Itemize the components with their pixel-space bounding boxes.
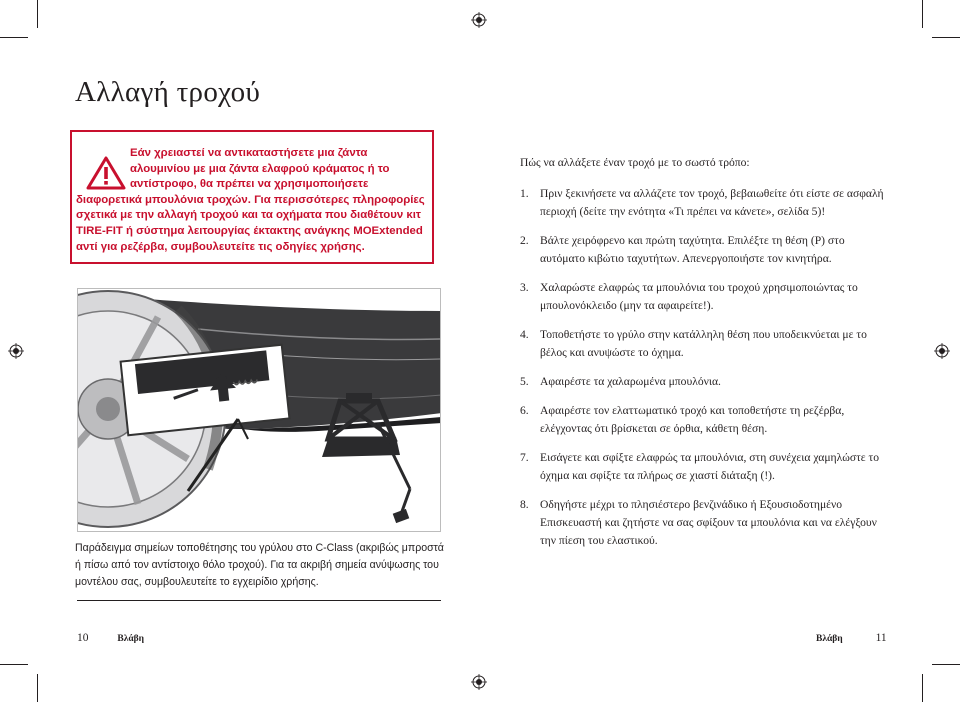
list-item: [520, 496, 890, 550]
step-number: 1.: [520, 187, 529, 200]
step-text: Πριν ξεκινήσετε να αλλάζετε τον τροχό, βεβαιωθείτε ότι είστε σε ασφαλή περιοχή (δείτε την ενότητα «Τι πρέπει να κάνετε», σελίδα 5)!: [540, 187, 884, 218]
list-item: [520, 326, 890, 362]
instructions-list: [520, 185, 890, 550]
registration-mark-icon: [8, 343, 24, 359]
crop-mark: [0, 37, 28, 38]
crop-mark: [932, 664, 960, 665]
list-item: [520, 402, 890, 438]
page-number: 10: [77, 632, 89, 644]
crop-mark: [37, 674, 38, 702]
step-number: 5.: [520, 375, 529, 388]
step-number: 2.: [520, 234, 529, 247]
list-item: [520, 185, 890, 221]
step-number: 8.: [520, 498, 529, 511]
registration-mark-icon: [471, 12, 487, 28]
crop-mark: [37, 0, 38, 28]
step-text: Αφαιρέστε τον ελαττωματικό τροχό και τοποθετήστε τη ρεζέρβα, ελέγχοντας ότι βρίσκεται σε όρθια, κάθετη θέση.: [540, 404, 845, 435]
jack-placement-illustration: [77, 288, 441, 532]
step-text: Αφαιρέστε τα χαλαρωμένα μπουλόνια.: [540, 375, 721, 388]
section-label: Βλάβη: [117, 634, 145, 644]
footer-right: [816, 632, 887, 644]
step-number: 4.: [520, 328, 529, 341]
crop-mark: [0, 664, 28, 665]
page-number: 11: [875, 632, 887, 644]
warning-text: Εάν χρειαστεί να αντικαταστήσετε μια ζάντα αλουμινίου με μια ζάντα ελαφρού κράματος ή το αντίστροφο, θα πρέπει να χρησιμοποιήσετε διαφορετικά μπουλόνια τροχών. Για περισσότερες πληροφορίες σχετικά με την αλλαγή τροχού και τα οχήματα που διαθέτουν κιτ TIRE-FIT ή σύστημα λειτουργίας έκτακτης ανάγκης MOExtended αντί για ρεζέρβα, συμβουλευτείτε τις οδηγίες χρήσης.: [76, 147, 425, 253]
section-label: Βλάβη: [816, 634, 843, 644]
instructions: [520, 155, 890, 561]
list-item: [520, 449, 890, 485]
step-text: Εισάγετε και σφίξτε ελαφρώς τα μπουλόνια, στη συνέχεια χαμηλώστε το όχημα και σφίξτε τα πλήρως σε χιαστί διάταξη (!).: [540, 451, 879, 482]
step-text: Οδηγήστε μέχρι το πλησιέστερο βενζινάδικο ή Εξουσιοδοτημένο Επισκευαστή και ζητήστε να σας σφίξουν τα μπουλόνια και να ελέγξουν την πίεση του ελαστικού.: [540, 498, 877, 547]
step-number: 6.: [520, 404, 529, 417]
step-text: Χαλαρώστε ελαφρώς τα μπουλόνια του τροχού χρησιμοποιώντας το μπουλονόκλειδο (μην τα αφαιρείτε!).: [540, 281, 858, 312]
registration-mark-icon: [934, 343, 950, 359]
list-item: [520, 373, 890, 391]
list-item: [520, 279, 890, 315]
step-number: 7.: [520, 451, 529, 464]
step-text: Τοποθετήστε το γρύλο στην κατάλληλη θέση που υποδεικνύεται με το βέλος και ανυψώστε το όχημα.: [540, 328, 867, 359]
crop-mark: [922, 674, 923, 702]
warning-box: [70, 130, 434, 264]
figure-caption: Παράδειγμα σημείων τοποθέτησης του γρύλου στο C-Class (ακριβώς μπροστά ή πίσω από τον αντίστοιχο θόλο τροχού). Για τα ακριβή σημεία ανύψωσης του μοντέλου σας, συμβουλευτείτε το εγχειρίδιο χρήσης.: [75, 542, 444, 588]
instructions-intro: Πώς να αλλάξετε έναν τροχό με το σωστό τρόπο:: [520, 156, 750, 169]
crop-mark: [932, 37, 960, 38]
page-title: Αλλαγή τροχού: [75, 76, 261, 108]
registration-mark-icon: [471, 674, 487, 690]
caption-divider: [77, 600, 441, 601]
step-number: 3.: [520, 281, 529, 294]
list-item: [520, 232, 890, 268]
step-text: Βάλτε χειρόφρενο και πρώτη ταχύτητα. Επιλέξτε τη θέση (P) στο αυτόματο κιβώτιο ταχυτήτων. Απενεργοποιήστε τον κινητήρα.: [540, 234, 845, 265]
footer-left: [77, 632, 144, 644]
crop-mark: [922, 0, 923, 28]
